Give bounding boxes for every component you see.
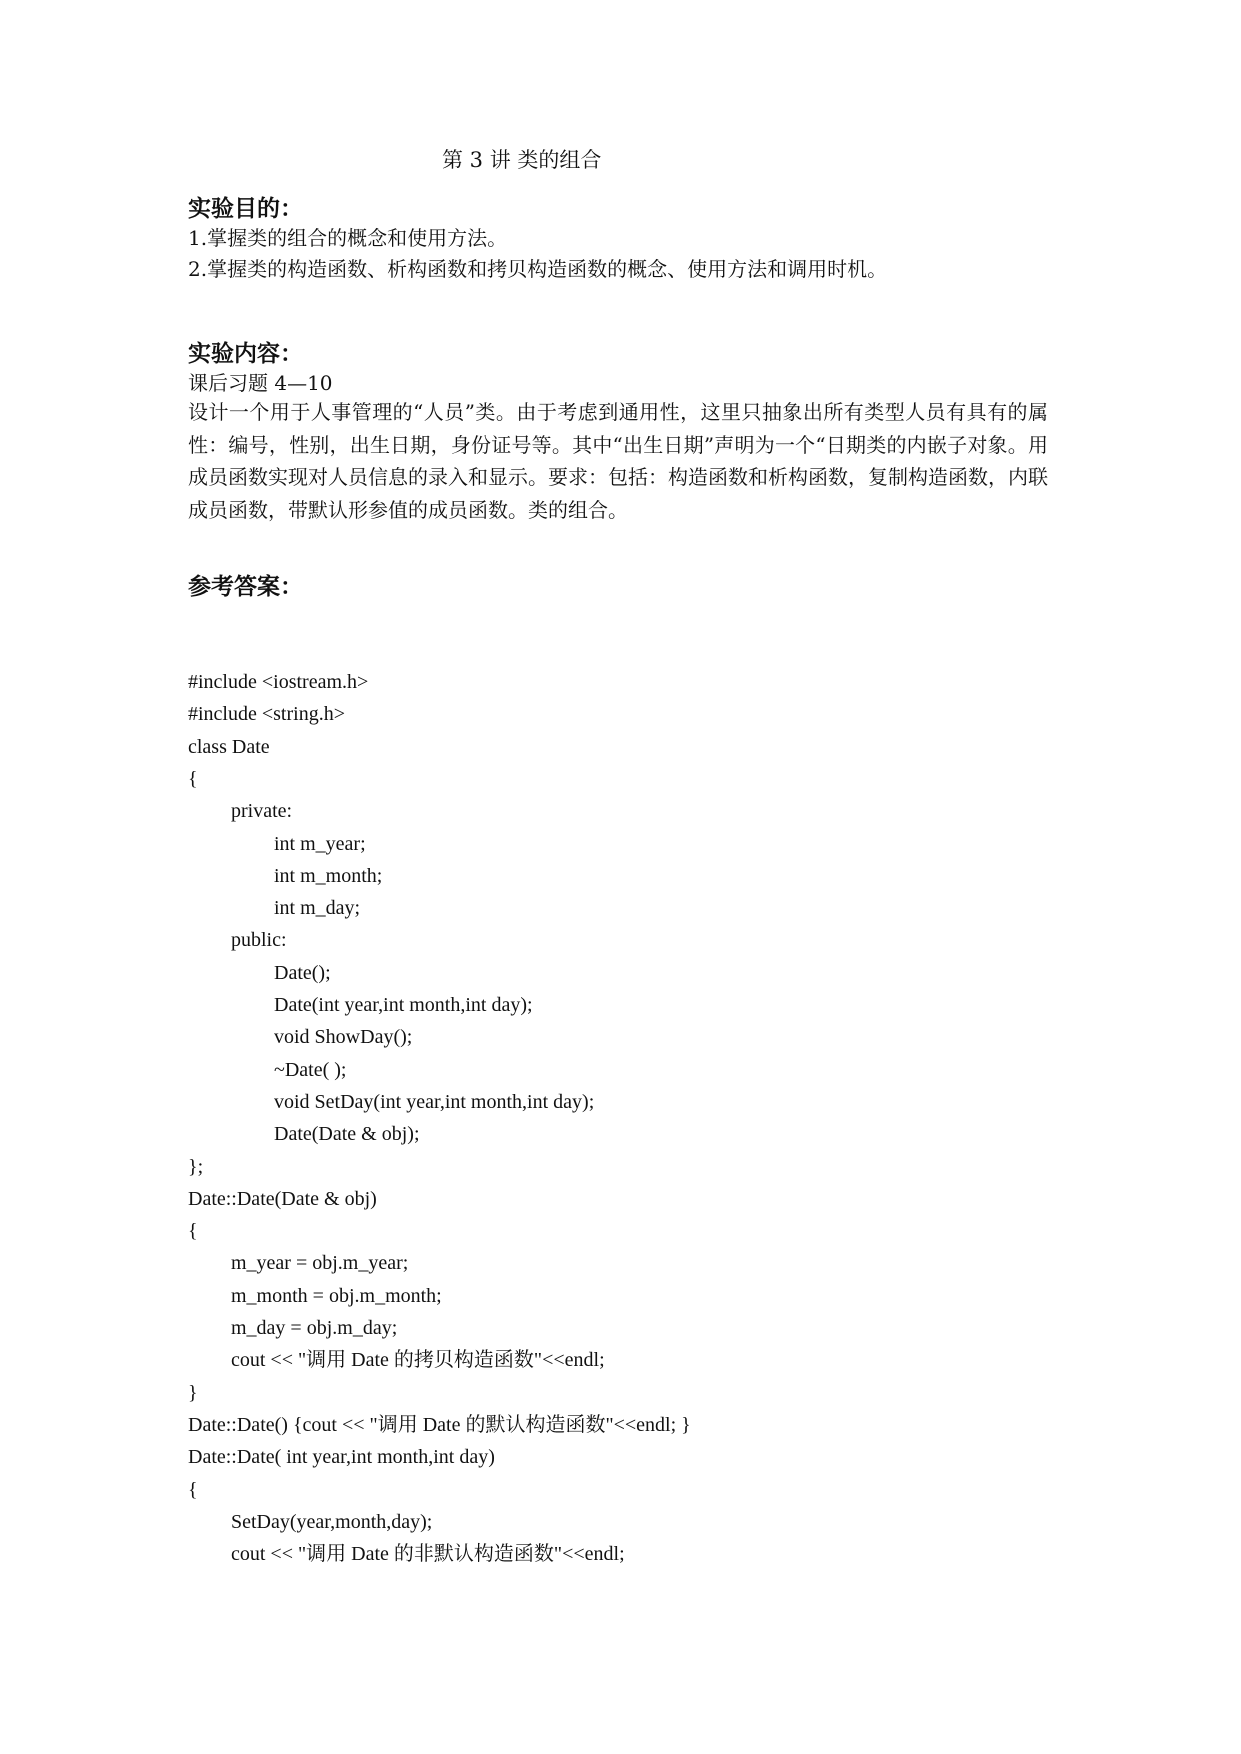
- purpose-heading: 实验目的：: [188, 195, 303, 222]
- content-heading: 实验内容：: [188, 340, 303, 367]
- code-line: Date(Date & obj);: [274, 1123, 420, 1146]
- code-line: Date(int year,int month,int day);: [274, 994, 533, 1016]
- code-line: cout << "调用 Date 的拷贝构造函数"<<endl;: [231, 1349, 605, 1372]
- code-line: private:: [231, 800, 293, 823]
- code-line: int m_year;: [274, 832, 366, 855]
- code-line: }: [188, 1381, 198, 1404]
- answer-heading: 参考答案：: [188, 573, 303, 600]
- code-line: class Date: [188, 735, 270, 758]
- code-line: {: [188, 767, 198, 790]
- code-line: cout << "调用 Date 的非默认构造函数"<<endl;: [231, 1543, 625, 1566]
- code-line: Date();: [274, 961, 331, 984]
- code-line: m_day = obj.m_day;: [231, 1317, 398, 1339]
- code-line: m_year = obj.m_year;: [231, 1252, 409, 1275]
- code-line: void ShowDay();: [274, 1026, 413, 1049]
- code-line: public:: [231, 929, 287, 952]
- code-line: Date::Date(Date & obj): [188, 1187, 377, 1210]
- code-line: int m_day;: [274, 897, 361, 920]
- code-line: {: [188, 1220, 198, 1243]
- code-line: int m_month;: [274, 864, 383, 887]
- code-line: SetDay(year,month,day);: [231, 1510, 433, 1533]
- purpose-item: 2.掌握类的构造函数、析构函数和拷贝构造函数的概念、使用方法和调用时机。: [188, 257, 888, 281]
- code-line: };: [188, 1155, 204, 1178]
- code-line: Date::Date() {cout << "调用 Date 的默认构造函数"<<endl; }: [188, 1413, 691, 1436]
- code-line: ~Date( );: [274, 1058, 347, 1081]
- code-line: #include <string.h>: [188, 703, 345, 726]
- code-line: #include <iostream.h>: [188, 671, 369, 693]
- code-line: Date::Date( int year,int month,int day): [188, 1446, 495, 1469]
- exercise-label: 课后习题 4—10: [188, 371, 333, 395]
- lecture-title: 第 3 讲 类的组合: [442, 148, 602, 172]
- exercise-description: 设计一个用于人事管理的“人员”类。由于考虑到通用性，这里只抽象出所有类型人员有具有的属性：编号，性别，出生日期，身份证号等。其中“出生日期”声明为一个“日期类的内嵌子对象。用成员函数实现对人员信息的录入和显示。要求：包括：构造函数和析构函数，复制构造函数，内联成员函数，带默认形参值的成员函数。类的组合。: [188, 400, 1048, 522]
- purpose-item: 1.掌握类的组合的概念和使用方法。: [188, 226, 508, 250]
- code-line: {: [188, 1478, 198, 1501]
- code-line: m_month = obj.m_month;: [231, 1284, 442, 1307]
- code-line: void SetDay(int year,int month,int day);: [274, 1090, 595, 1113]
